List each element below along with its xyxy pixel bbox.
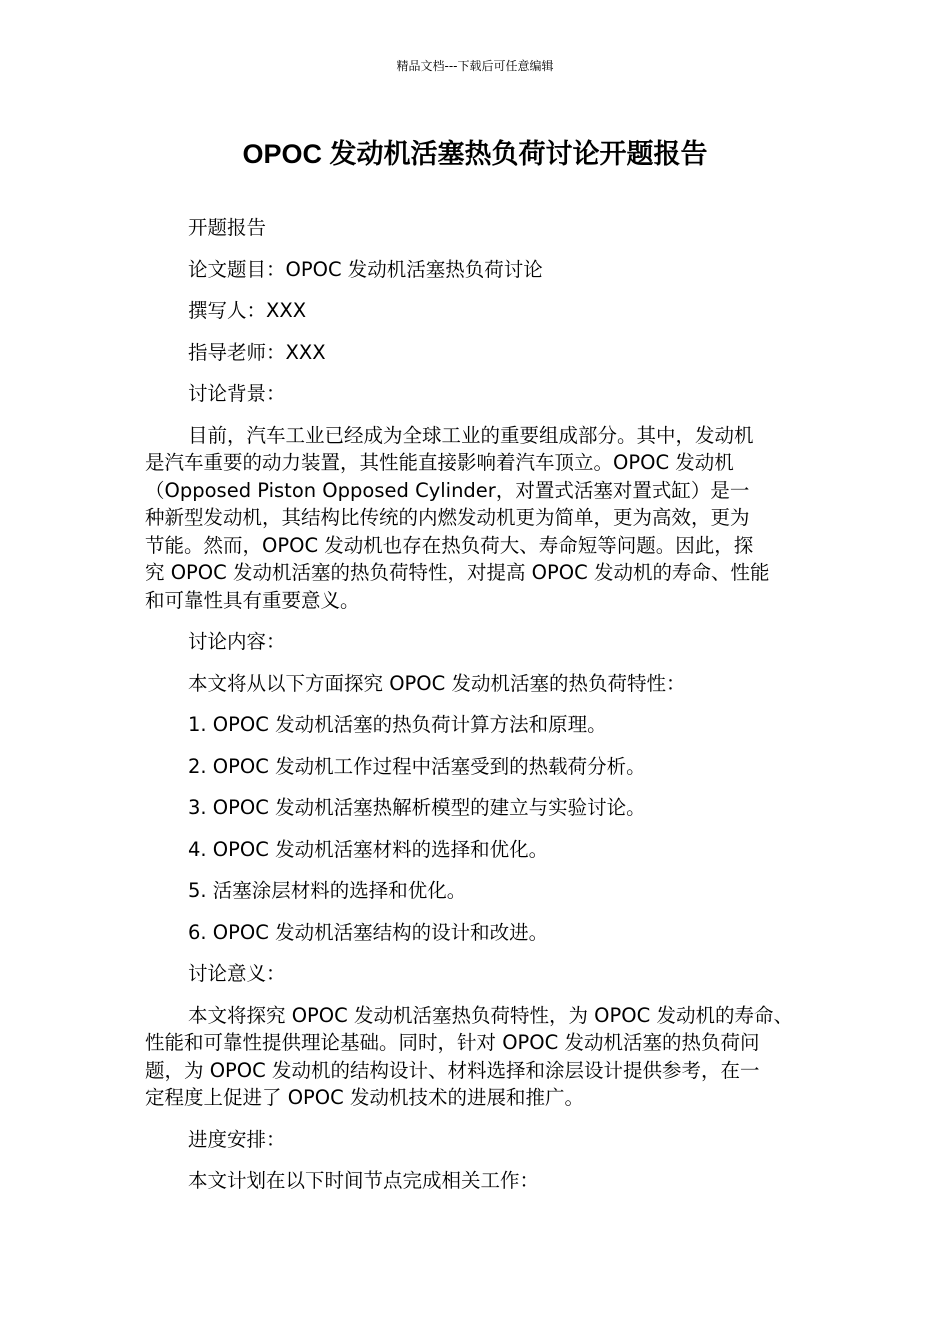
significance-line: 性能和可靠性提供理论基础。同时，针对 OPOC 发动机活塞的热负荷问 bbox=[145, 1031, 760, 1054]
significance-heading: 讨论意义： bbox=[188, 962, 286, 985]
schedule-heading: 进度安排： bbox=[188, 1127, 286, 1151]
content-intro: 本文将从以下方面探究 OPOC 发动机活塞的热负荷特性： bbox=[188, 671, 686, 695]
content-item: 2. OPOC 发动机工作过程中活塞受到的热载荷分析。 bbox=[188, 754, 646, 778]
content-item: 6. OPOC 发动机活塞结构的设计和改进。 bbox=[188, 920, 549, 944]
schedule-intro: 本文计划在以下时间节点完成相关工作： bbox=[188, 1169, 540, 1192]
background-line: 目前，汽车工业已经成为全球工业的重要组成部分。其中，发动机 bbox=[188, 423, 754, 447]
document-title: OPOC 发动机活塞热负荷讨论开题报告 bbox=[242, 139, 708, 169]
header-note: 精品文档---下载后可任意编辑 bbox=[396, 59, 554, 73]
content-item: 5. 活塞涂层材料的选择和优化。 bbox=[188, 879, 467, 902]
significance-line: 题，为 OPOC 发动机的结构设计、材料选择和涂层设计提供参考，在一 bbox=[145, 1058, 760, 1082]
author-line: 撰写人：XXX bbox=[188, 299, 307, 322]
section-label: 开题报告 bbox=[188, 216, 267, 239]
background-line: 种新型发动机，其结构比传统的内燃发动机更为简单，更为高效，更为 bbox=[145, 506, 750, 529]
background-paragraph bbox=[145, 422, 813, 615]
background-heading: 讨论背景： bbox=[188, 382, 286, 405]
content-item: 4. OPOC 发动机活塞材料的选择和优化。 bbox=[188, 837, 549, 861]
significance-line: 本文将探究 OPOC 发动机活塞热负荷特性，为 OPOC 发动机的寿命、 bbox=[188, 1003, 793, 1027]
advisor-line: 指导老师：XXX bbox=[188, 340, 326, 364]
background-line: 是汽车重要的动力装置，其性能直接影响着汽车顶立。OPOC 发动机 bbox=[145, 451, 734, 474]
content-item: 3. OPOC 发动机活塞热解析模型的建立与实验讨论。 bbox=[188, 796, 646, 819]
background-line: 究 OPOC 发动机活塞的热负荷特性，对提高 OPOC 发动机的寿命、性能 bbox=[145, 561, 770, 584]
background-line: 和可靠性具有重要意义。 bbox=[145, 588, 360, 612]
background-line: 节能。然而，OPOC 发动机也存在热负荷大、寿命短等问题。因此，探 bbox=[145, 533, 754, 557]
background-line: （Opposed Piston Opposed Cylinder，对置式活塞对置式缸）是一 bbox=[145, 478, 750, 502]
document-body bbox=[145, 214, 813, 1209]
thesis-title: 论文题目：OPOC 发动机活塞热负荷讨论 bbox=[188, 257, 543, 281]
significance-paragraph bbox=[145, 1002, 813, 1112]
significance-line: 定程度上促进了 OPOC 发动机技术的进展和推广。 bbox=[145, 1086, 584, 1109]
content-item: 1. OPOC 发动机活塞的热负荷计算方法和原理。 bbox=[188, 713, 607, 736]
content-heading: 讨论内容： bbox=[188, 630, 286, 653]
